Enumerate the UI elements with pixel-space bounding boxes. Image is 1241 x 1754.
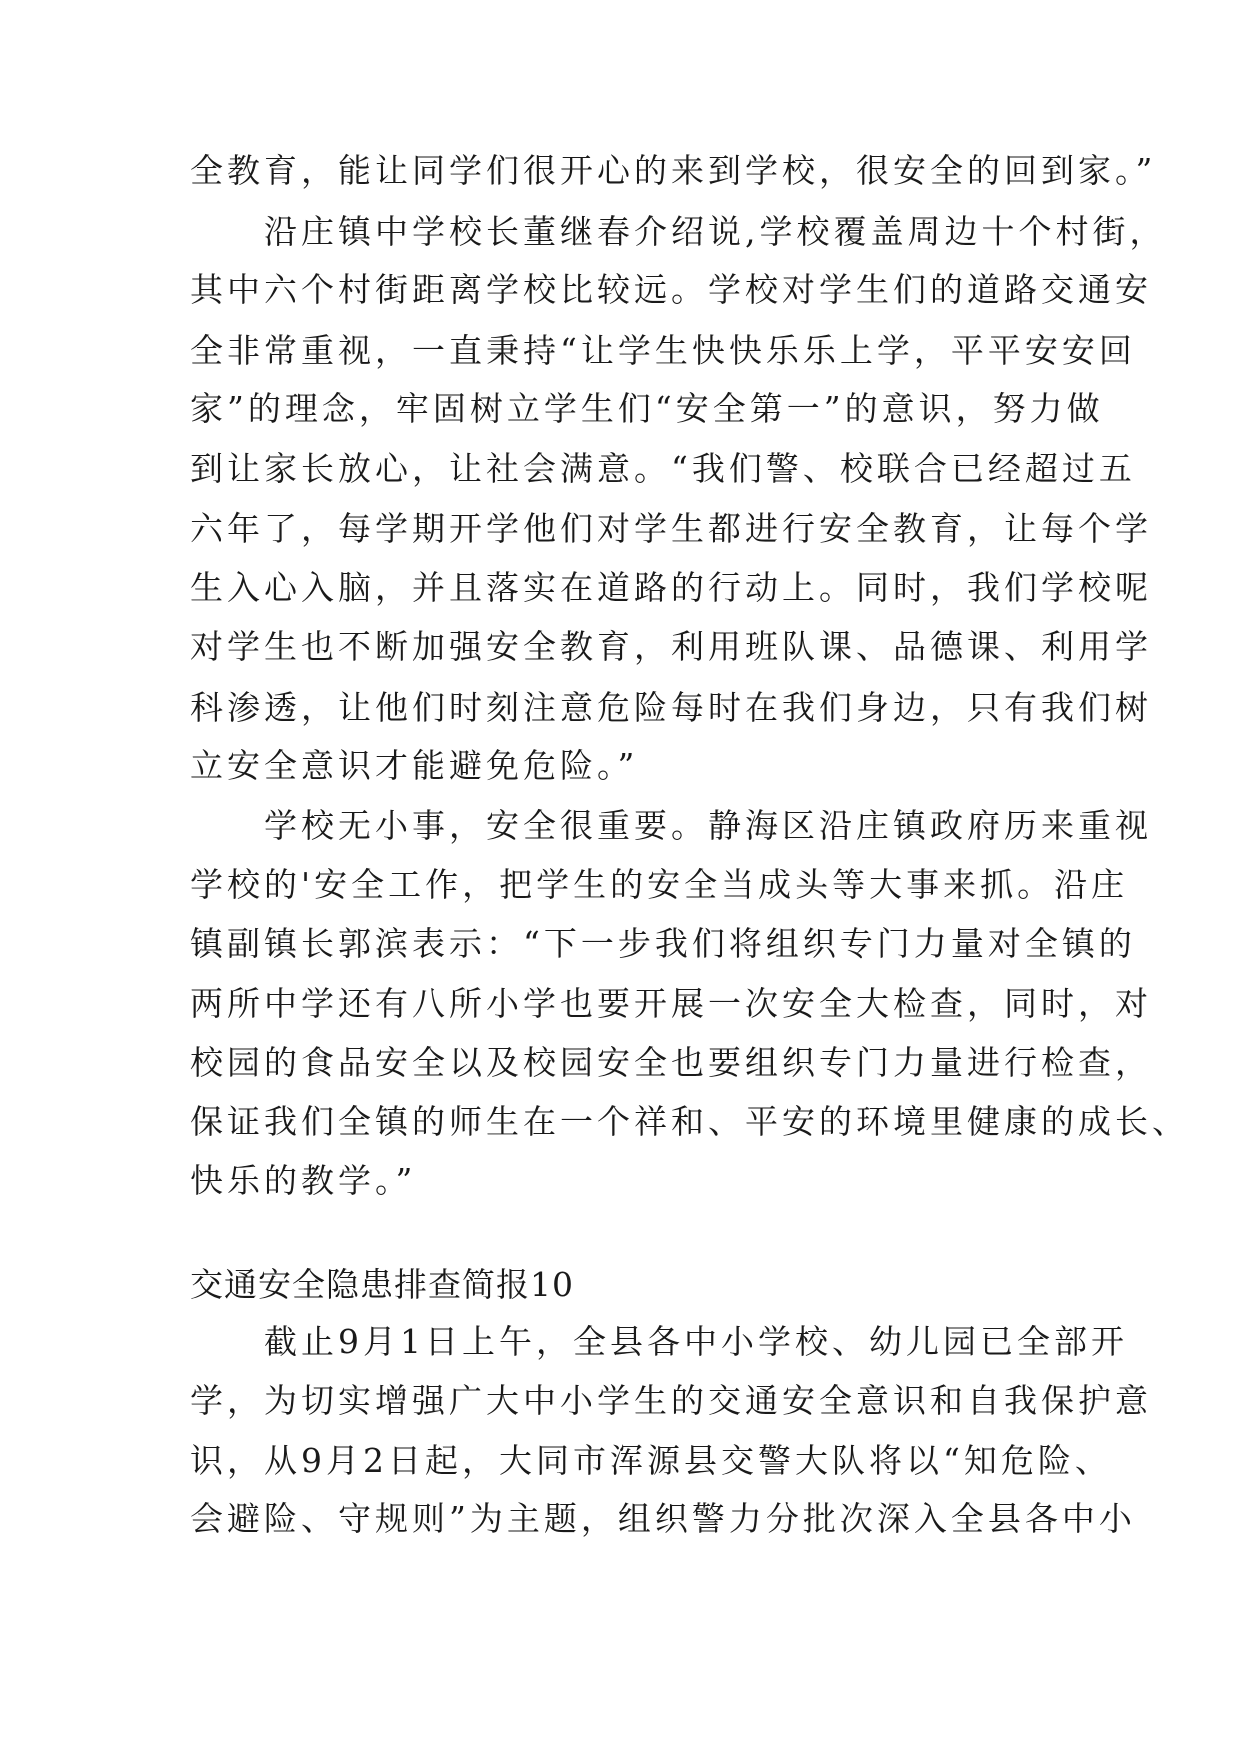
text-line: 保证我们全镇的师生在一个祥和、平安的环境里健康的成长、 <box>190 1102 1189 1141</box>
text-line: 学校无小事，安全很重要。静海区沿庄镇政府历来重视 <box>190 806 1152 845</box>
text-line: 对学生也不断加强安全教育，利用班队课、品德课、利用学 <box>190 627 1152 666</box>
text-line: 学校的'安全工作，把学生的安全当成头等大事来抓。沿庄 <box>190 865 1129 904</box>
text-line: 快乐的教学。” <box>190 1161 417 1200</box>
text-line: 校园的食品安全以及校园安全也要组织专门力量进行检查， <box>190 1043 1152 1082</box>
text-line: 全教育，能让同学们很开心的来到学校，很安全的回到家。” <box>190 151 1157 190</box>
text-line: 会避险、守规则”为主题，组织警力分批次深入全县各中小 <box>190 1499 1136 1538</box>
text-line: 沿庄镇中学校长董继春介绍说,学校覆盖周边十个村街， <box>190 212 1167 251</box>
text-line: 立安全意识才能避免危险。” <box>190 746 639 785</box>
text-line: 其中六个村街距离学校比较远。学校对学生们的道路交通安 <box>190 270 1152 309</box>
text-line: 学，为切实增强广大中小学生的交通安全意识和自我保护意 <box>190 1381 1152 1420</box>
text-line: 家”的理念，牢固树立学生们“安全第一”的意识，努力做 <box>190 389 1104 428</box>
text-line: 生入心入脑，并且落实在道路的行动上。同时，我们学校呢 <box>190 568 1152 607</box>
text-line: 识，从9月2日起，大同市浑源县交警大队将以“知危险、 <box>190 1441 1112 1480</box>
text-line: 到让家长放心，让社会满意。“我们警、校联合已经超过五 <box>190 449 1136 488</box>
text-line: 全非常重视，一直秉持“让学生快快乐乐上学，平平安安回 <box>190 331 1136 370</box>
text-line: 截止9月1日上午，全县各中小学校、幼儿园已全部开 <box>190 1322 1128 1361</box>
section-title: 交通安全隐患排查简报10 <box>190 1265 574 1304</box>
text-line: 六年了，每学期开学他们对学生都进行安全教育，让每个学 <box>190 509 1152 548</box>
text-line: 镇副镇长郭滨表示：“下一步我们将组织专门力量对全镇的 <box>190 924 1136 963</box>
text-line: 两所中学还有八所小学也要开展一次安全大检查，同时，对 <box>190 984 1152 1023</box>
text-line: 科渗透，让他们时刻注意危险每时在我们身边，只有我们树 <box>190 688 1152 727</box>
